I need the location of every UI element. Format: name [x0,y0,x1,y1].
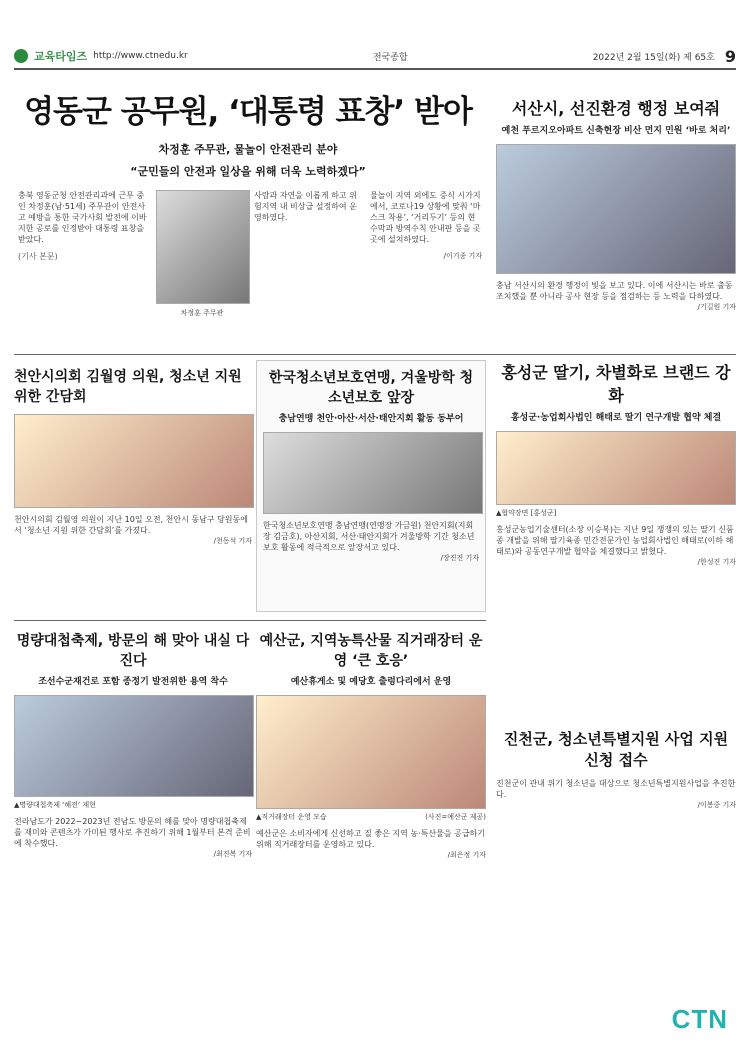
cheonan-byline: /천동석 기자 [213,537,252,545]
yesan-byline: /최은정 기자 [447,851,486,859]
yesan-body: 예산군은 소비자에게 신선하고 질 좋은 지역 농·특산물을 공급하기 위해 직거래장터를 운영하고 있다. [256,829,485,849]
youth-body: 한국청소년보호연맹 충남연맹(연맹장 가금원) 천안지회(지회장 김금호), 아산지회, 서산·태안지회가 겨울방학 기간 청소년 보호 활동에 적극적으로 앞장서고 있다. [263,521,475,552]
main-subtitle-1: 차정훈 주무관, 물놀이 안전관리 분야 [158,143,338,156]
seosan-byline: /기길원 기자 [697,303,736,311]
jincheon-article [496,728,736,1020]
brand-url[interactable]: http://www.ctnedu.kr [93,51,188,61]
seosan-article [496,96,736,346]
main-p1-more: (기사 본문) [18,252,58,261]
main-subtitle-2: “군민들의 안전과 일상을 위해 더욱 노력하겠다” [130,165,366,178]
cheonan-body: 천안시의회 김월영 의원이 지난 10일 오전, 천안시 동남구 당원동에서 ‘청소년 지원 위한 간담회’를 가졌다. [14,515,248,535]
hongseong-photo [496,431,736,505]
jincheon-body: 진천군이 관내 위기 청소년을 대상으로 청소년특별지원사업을 추진한다. [496,779,736,799]
seosan-body: 충남 서산시의 환경 행정이 빛을 보고 있다. 이에 서산시는 바로 출동 조치했을 뿐 아니라 공사 현장 등을 점검하는 등 노력을 다하였다. [496,281,733,301]
youth-subtitle: 충남연맹 천안·아산·서산·태안지회 활동 동부어 [278,414,464,424]
myeongyang-photo-caption: ▲명량대첩축제 ‘해전’ 재현 [14,801,96,809]
header-right [593,47,736,66]
youth-title: 한국청소년보호연맹, 겨울방학 청소년보호 앞장 [268,370,474,406]
issue-date: 2022년 2월 15일(화) 제 65호 [592,52,715,63]
brand-logo-icon [14,49,28,63]
section-name: 전국종합 [372,52,408,63]
jincheon-title: 진천군, 청소년특별지원 사업 지원 신청 접수 [503,730,729,769]
seosan-subtitle: 예천 푸르지오아파트 신축현장 비산 먼지 민원 ‘바로 처리’ [501,126,731,136]
myeongyang-article [14,630,252,1020]
cheonan-title: 천안시의회 김월영 의원, 청소년 지원위한 간담회 [14,369,242,405]
yesan-subtitle: 예산휴게소 및 예당호 출렁다리에서 운영 [290,677,452,687]
hongseong-byline: /한성진 기자 [697,558,736,566]
youth-photo [263,432,483,514]
yesan-photo-caption-2: (사진=예산군 제공) [425,813,486,821]
main-article-col3 [370,190,482,262]
brand-name: 교육타임즈 [34,51,88,63]
yesan-article [256,630,486,1020]
myeongyang-byline: /최진복 기자 [213,850,252,858]
hongseong-body: 홍성군농업기술센터(소장 이승복)는 지난 9일 쟁쟁의 있는 딸기 신품종 개발을 위해 딸기육종 민간전문가인 농업회사법인 해태로(이하 해태로)와 공동연구개발 협약을 체결했다고 밝혔다. [496,525,734,556]
myeongyang-subtitle: 조선수군재건로 포함 종정기 발전위한 용역 착수 [38,677,228,687]
cheonan-photo [14,414,254,508]
yesan-title: 예산군, 지역농특산물 직거래장터 운영 ‘큰 호응’ [259,633,483,669]
divider-1 [14,354,736,355]
ctn-logo: CTN [671,1004,728,1034]
main-p1: 충북 영동군청 안전관리과에 근무 중인 차정훈(남·51세) 주무관이 안전사고 예방을 통한 국가사회 발전에 이바지한 공로를 인정받아 대통령 표창을 받았다. [18,191,147,244]
yesan-caption-row [256,812,486,822]
myeongyang-photo [14,695,254,797]
hongseong-subtitle: 홍성군·농업회사법인 해태로 딸기 연구개발 협약 체결 [510,413,722,423]
page-header [14,44,736,70]
youth-byline: /장진진 기자 [440,554,479,562]
hongseong-article [496,360,736,716]
main-photo [156,190,248,338]
youth-article [256,360,486,612]
official-photo [156,190,250,304]
myeongyang-title: 명량대첩축제, 방문의 해 맞아 내실 다진다 [16,633,250,669]
header-brand[interactable] [14,48,188,64]
myeongyang-body: 전라남도가 2022~2023년 전남도 방문의 해를 맞아 명량대첩축제를 재미와 콘텐츠가 가미된 행사로 추진하기 위해 1월부터 본격 준비에 착수했다. [14,817,251,848]
jincheon-byline: /이봉중 기자 [697,801,736,809]
main-headline: 영동군 공무원, ‘대통령 표창’ 받아 [24,94,472,130]
page-number: 9 [724,46,736,66]
hongseong-photo-caption: ▲협약장면 [홍성군] [496,509,557,517]
main-article-col2 [254,190,364,223]
divider-2 [14,620,486,621]
seosan-title: 서산시, 선진환경 행정 보여줘 [511,99,721,118]
main-p2: 사람과 자연을 이롭게 하고 위험지역 내 비상급 설정하여 운영하였다. [254,191,357,222]
main-photo-caption: 차정훈 주무관 [180,309,224,317]
cheonan-article [14,366,252,606]
main-byline: /이기종 기자 [443,252,482,260]
main-p3: 물놀이 지역 외에도 증식 시가지에서, 코로나19 상황에 맞춰 ‘마스크 착용’, ‘거리두기’ 등의 현수막과 방역수칙 안내판 등을 곳곳에 설치하였다. [370,191,481,244]
yesan-photo [256,695,486,809]
yesan-photo-caption: ▲직거래장터 운영 모습 [256,813,327,821]
hongseong-title: 홍성군 딸기, 차별화로 브랜드 강화 [501,363,731,405]
seosan-photo [496,144,736,274]
main-article-col1 [18,190,150,262]
